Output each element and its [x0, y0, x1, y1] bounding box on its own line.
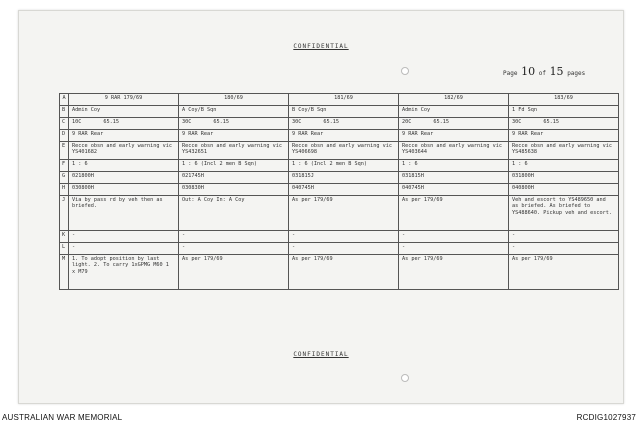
table-cell: 9 RAR Rear	[179, 130, 289, 142]
cell-part: 65.15	[543, 119, 559, 125]
table-cell: B Coy/B Sqn	[289, 106, 399, 118]
row-label: F	[60, 160, 69, 172]
table-row	[60, 243, 619, 255]
row-label: E	[60, 142, 69, 160]
table-row	[60, 184, 619, 196]
table-cell: 040745H	[289, 184, 399, 196]
table-cell: 031815H	[399, 172, 509, 184]
table-cell: 181/69	[289, 94, 399, 106]
table-cell: 9 RAR 179/69	[69, 94, 179, 106]
table-row	[60, 106, 619, 118]
row-label: L	[60, 243, 69, 255]
table-cell: Out: A Coy In: A Coy	[179, 196, 289, 231]
row-label: J	[60, 196, 69, 231]
table-cell: 9 RAR Rear	[399, 130, 509, 142]
page-number	[503, 65, 585, 78]
table-cell: As per 179/69	[509, 255, 619, 290]
document-page	[18, 10, 624, 404]
table-cell: 040800H	[509, 184, 619, 196]
punch-hole	[401, 374, 409, 382]
table-cell: 180/69	[179, 94, 289, 106]
table-row	[60, 118, 619, 130]
cell-part: 65.15	[103, 119, 119, 125]
row-label: H	[60, 184, 69, 196]
table-cell: As per 179/69	[399, 196, 509, 231]
table-row	[60, 196, 619, 231]
page-of: of	[538, 70, 546, 77]
table-cell: As per 179/69	[289, 196, 399, 231]
table-cell: 1. To adopt position by last light. 2. To carry 1xGPMG M60 1 x M79	[69, 255, 179, 290]
cell-part: 65.15	[433, 119, 449, 125]
table-cell: Veh and escort to YS489650 and as briefed. As briefed to YS488640. Pickup veh and escort.	[509, 196, 619, 231]
table-cell: Recce obsn and early warning vic YS432651	[179, 142, 289, 160]
table-row	[60, 231, 619, 243]
table-cell: -	[179, 243, 289, 255]
table-cell: Via by pass rd by veh then as briefed.	[69, 196, 179, 231]
punch-hole	[401, 67, 409, 75]
table-row	[60, 142, 619, 160]
table-cell: Recce obsn and early warning vic YS401682	[69, 142, 179, 160]
table-cell: A Coy/B Sqn	[179, 106, 289, 118]
table-cell: Recce obsn and early warning vic YS403644	[399, 142, 509, 160]
table-cell: As per 179/69	[179, 255, 289, 290]
classification-footer: CONFIDENTIAL	[293, 351, 349, 358]
cell-part: 30C	[512, 119, 522, 125]
table-cell: -	[289, 231, 399, 243]
table-cell: 1 : 6	[69, 160, 179, 172]
table-row	[60, 172, 619, 184]
table-cell: 1 Fd Sqn	[509, 106, 619, 118]
classification-header: CONFIDENTIAL	[293, 43, 349, 50]
row-label: A	[60, 94, 69, 106]
table-cell: 182/69	[399, 94, 509, 106]
table-cell: 040745H	[399, 184, 509, 196]
table-row	[60, 94, 619, 106]
table-cell	[509, 118, 619, 130]
table-cell: 031800H	[509, 172, 619, 184]
table-cell: As per 179/69	[399, 255, 509, 290]
table-cell: 1 : 6	[399, 160, 509, 172]
table-cell: 9 RAR Rear	[509, 130, 619, 142]
row-label: D	[60, 130, 69, 142]
table-cell: As per 179/69	[289, 255, 399, 290]
table-cell: 1 : 6	[509, 160, 619, 172]
table-cell: -	[179, 231, 289, 243]
table-cell: 183/69	[509, 94, 619, 106]
table-cell: Recce obsn and early warning vic YS406698	[289, 142, 399, 160]
table-cell	[289, 118, 399, 130]
cell-part: 20C	[402, 119, 412, 125]
row-label: G	[60, 172, 69, 184]
table-row	[60, 255, 619, 290]
table-cell: 9 RAR Rear	[289, 130, 399, 142]
table-cell: 9 RAR Rear	[69, 130, 179, 142]
table-cell: 031815J	[289, 172, 399, 184]
table-row	[60, 130, 619, 142]
table-cell: 021745H	[179, 172, 289, 184]
page-total: 15	[549, 65, 564, 78]
page-prefix: Page	[503, 70, 518, 77]
page-current: 10	[521, 65, 536, 78]
table-row	[60, 160, 619, 172]
cell-part: 10C	[72, 119, 82, 125]
table-cell	[69, 118, 179, 130]
row-label: B	[60, 106, 69, 118]
cell-part: 30C	[292, 119, 302, 125]
row-label: K	[60, 231, 69, 243]
table-cell: Recce obsn and early warning vic YS485638	[509, 142, 619, 160]
row-label: M	[60, 255, 69, 290]
table-cell: 1 : 6 (Incl 2 men B Sqn)	[179, 160, 289, 172]
patrol-table	[59, 93, 619, 290]
table-cell: 030800H	[69, 184, 179, 196]
table-cell: -	[509, 231, 619, 243]
archive-id: RCDIG1027937	[576, 413, 636, 422]
table-cell: -	[509, 243, 619, 255]
page-suffix: pages	[567, 70, 586, 77]
table-cell: Admin Coy	[69, 106, 179, 118]
table-cell: 1 : 6 (Incl 2 men B Sqn)	[289, 160, 399, 172]
cell-part: 65.15	[213, 119, 229, 125]
table-cell: 030830H	[179, 184, 289, 196]
table-cell: Admin Coy	[399, 106, 509, 118]
cell-part: 65.15	[323, 119, 339, 125]
table-cell	[179, 118, 289, 130]
table-cell: -	[69, 243, 179, 255]
row-label: C	[60, 118, 69, 130]
archive-caption: AUSTRALIAN WAR MEMORIAL	[2, 413, 123, 422]
table-cell	[399, 118, 509, 130]
cell-part: 30C	[182, 119, 192, 125]
table-cell: -	[289, 243, 399, 255]
table-cell: 021800H	[69, 172, 179, 184]
table-cell: -	[69, 231, 179, 243]
table-cell: -	[399, 243, 509, 255]
table-cell: -	[399, 231, 509, 243]
